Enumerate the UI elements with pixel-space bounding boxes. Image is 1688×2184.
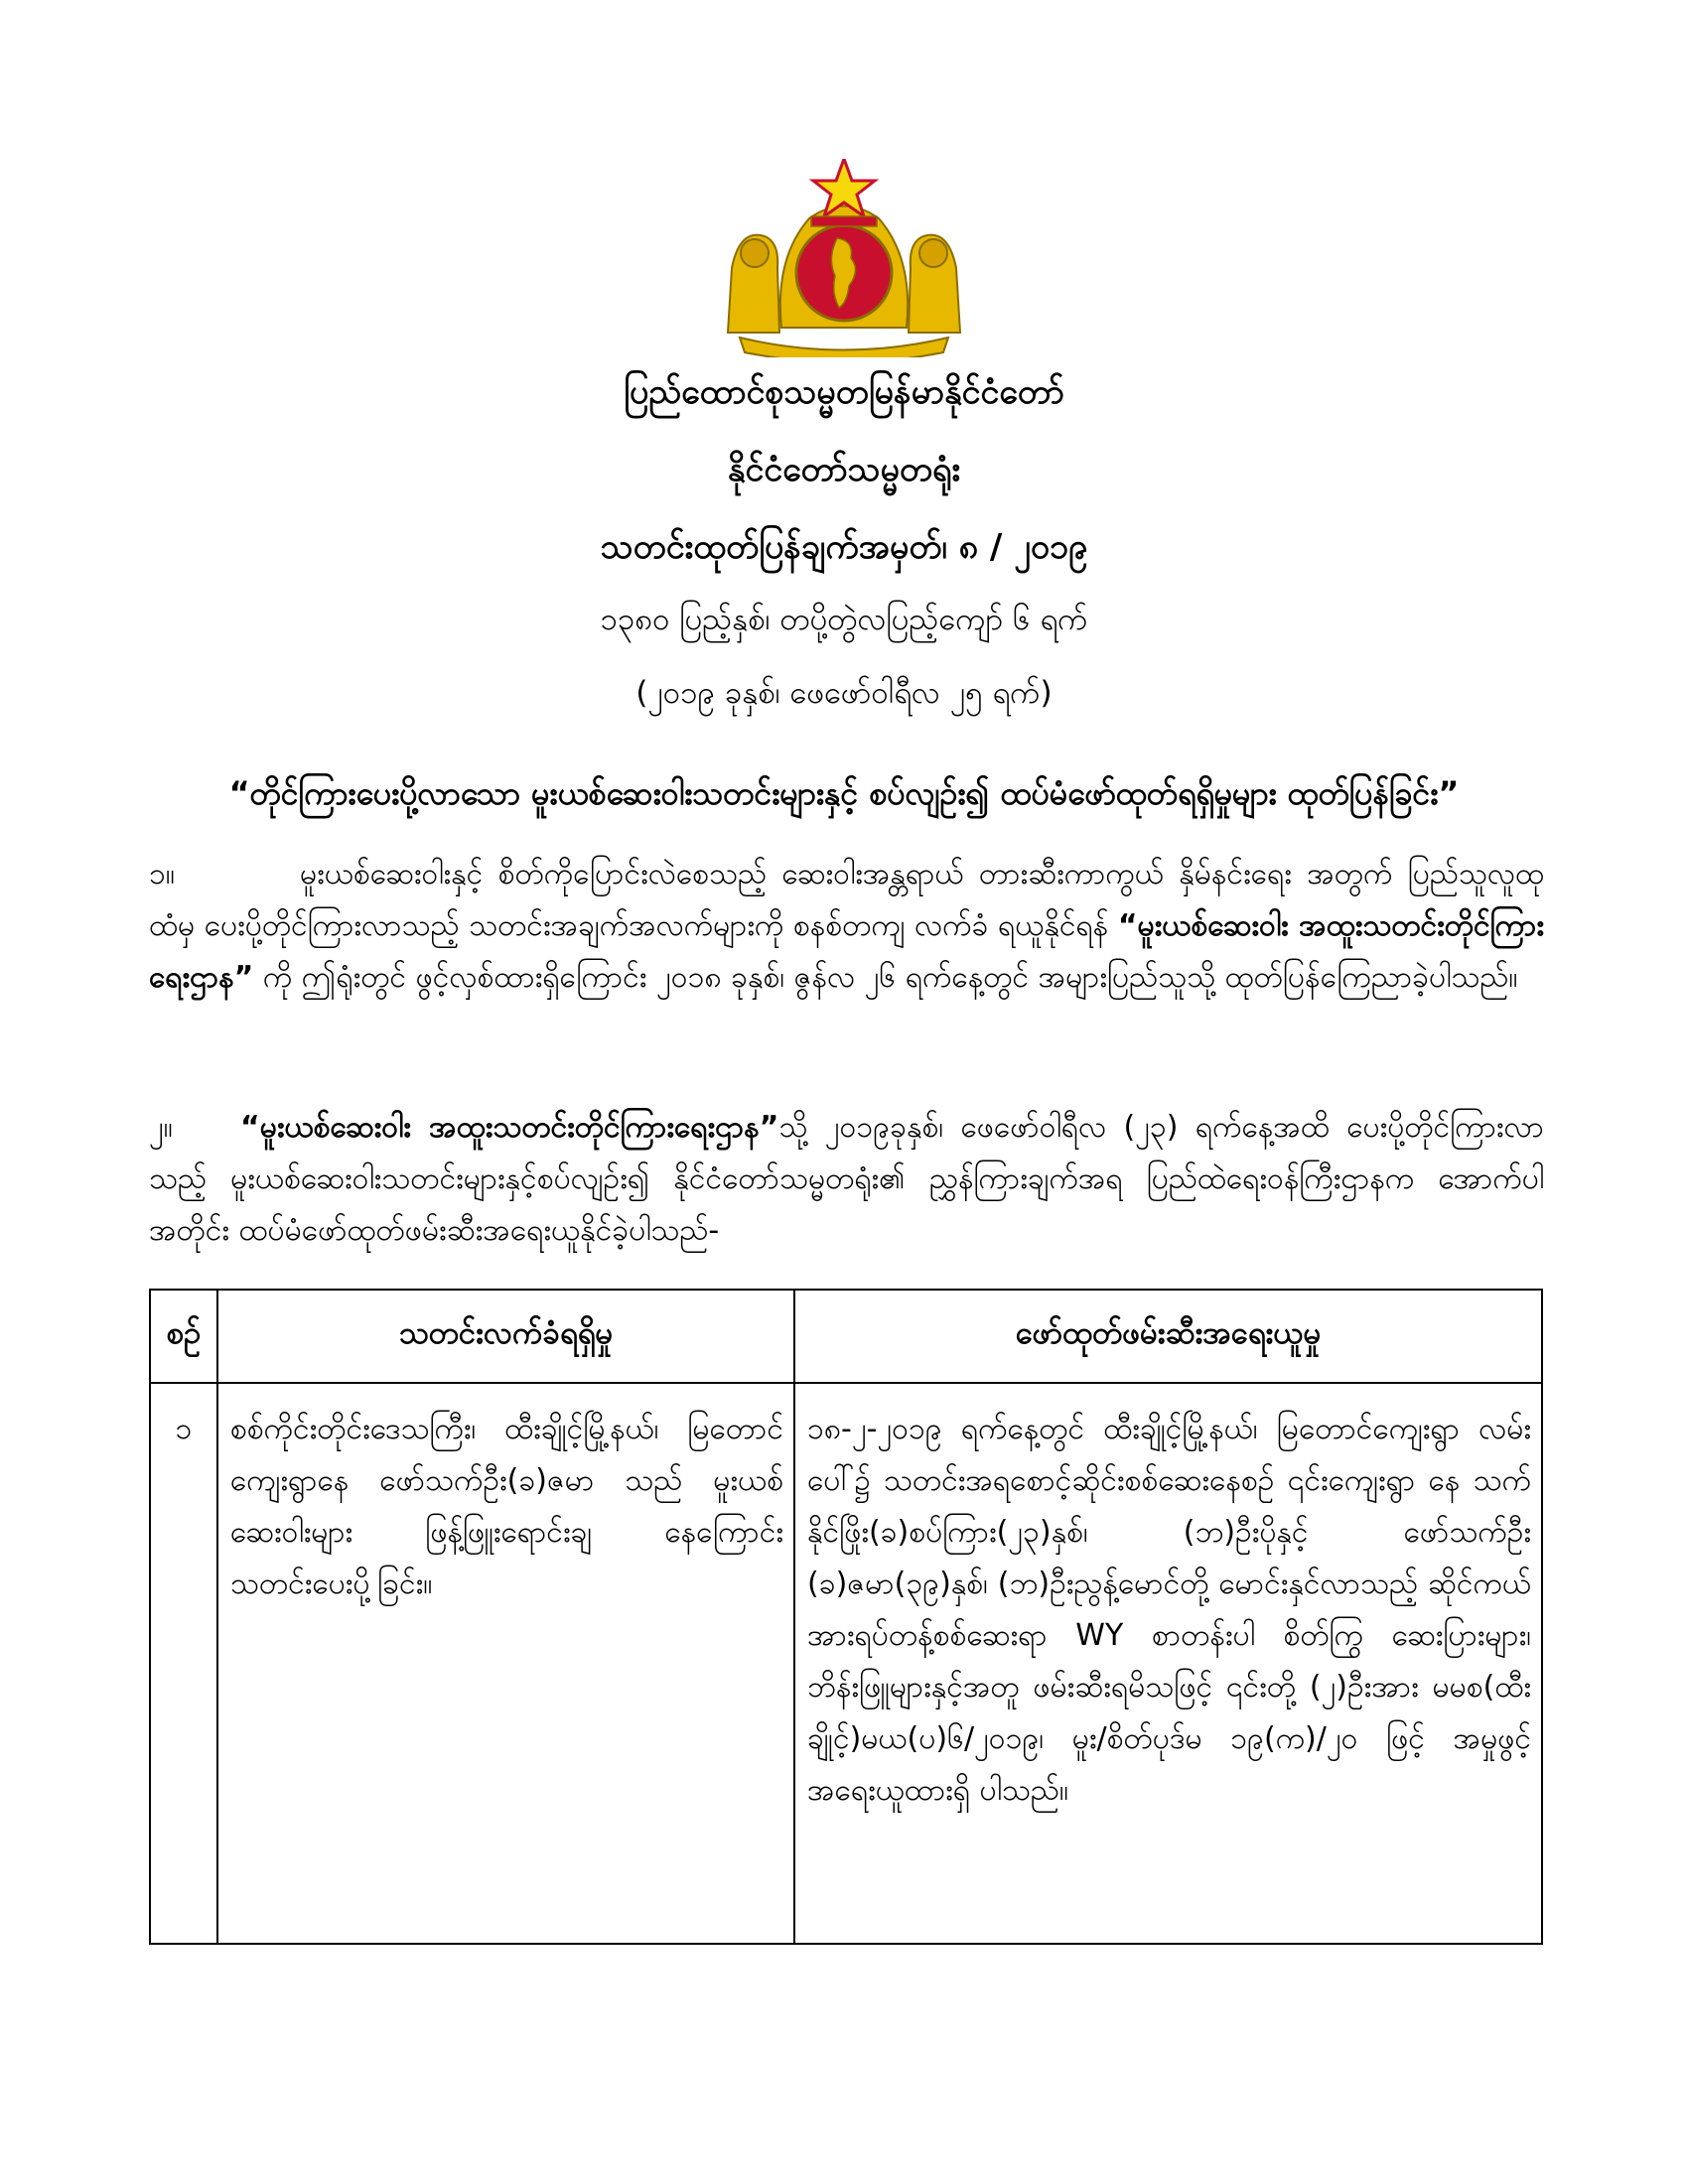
header-received: သတင်းလက်ခံရရှိမှု	[217, 1290, 794, 1383]
date-gregorian: (၂၀၁၉ ခုနှစ်၊ ဖေဖော်ဝါရီလ ၂၅ ရက်)	[635, 675, 1053, 711]
paragraph-2	[149, 1102, 1544, 1257]
paragraph-1-text-b: ကို ဤရုံးတွင် ဖွင့်လှစ်ထားရှိကြောင်း ၂၀၁၈ ခုနှစ်၊ ဇွန်လ ၂၆ ရက်နေ့တွင် အများပြည်သူသို့ ထုတ်ပြန်ကြေညာခဲ့ပါသည်။	[262, 960, 1518, 995]
date-myanmar: ၁၃၈၀ ပြည့်နှစ်၊ တပို့တွဲလပြည့်ကျော် ၆ ရက်	[600, 602, 1088, 637]
header-action: ဖော်ထုတ်ဖမ်းဆီးအရေးယူမှု	[794, 1290, 1542, 1383]
table-row	[150, 1383, 1542, 1944]
office-name: နိုင်ငံတော်သမ္မတရုံး	[727, 450, 961, 489]
paragraph-1-text-a: မူးယစ်ဆေးဝါးနှင့် စိတ်ကိုပြောင်းလဲစေသည့် ဆေးဝါးအန္တရာယ် တားဆီးကာကွယ် နှိမ်နင်းရေး အတွက် ပြည်သူလူထုထံမှ ပေးပို့တိုင်ကြားလာသည့် သတင်းအချက်အလက်များကို စနစ်တကျ လက်ခံ ရယူနိုင်ရန်	[149, 857, 1544, 943]
paragraph-1-number: ၁။	[149, 857, 175, 891]
results-table	[149, 1289, 1543, 1945]
release-number: သတင်းထုတ်ပြန်ချက်အမှတ်၊ ၈ / ၂၀၁၉	[600, 527, 1088, 567]
paragraph-2-number: ၂။	[149, 1110, 173, 1145]
state-seal-emblem-icon	[720, 159, 968, 357]
paragraph-1-bold: “မူးယစ်ဆေးဝါး အထူးသတင်းတိုင်ကြားရေးဌာန”	[149, 908, 1544, 995]
paragraph-2-bold: “မူးယစ်ဆေးဝါး အထူးသတင်းတိုင်ကြားရေးဌာန”	[240, 1110, 779, 1145]
table-header-row	[150, 1290, 1542, 1383]
paragraph-2-text: သို့ ၂၀၁၉ခုနှစ်၊ ဖေဖော်ဝါရီလ (၂၃) ရက်နေ့အထိ ပေးပို့တိုင်ကြားလာသည့် မူးယစ်ဆေးဝါးသတင်းများနှင့်စပ်လျဉ်း၍ နိုင်ငံတော်သမ္မတရုံး၏ ညွှန်ကြားချက်အရ ပြည်ထဲရေးဝန်ကြီးဌာနက အောက်ပါအတိုင်း ထပ်မံဖော်ထုတ်ဖမ်းဆီးအရေးယူနိုင်ခဲ့ပါသည်-	[149, 1110, 1544, 1248]
subject-heading: “တိုင်ကြားပေးပို့လာသော မူးယစ်ဆေးဝါးသတင်းများနှင့် စပ်လျဉ်း၍ ထပ်မံဖော်ထုတ်ရရှိမှုများ ထုတ်ပြန်ခြင်း”	[228, 774, 1460, 812]
row-action: ၁၈-၂-၂၀၁၉ ရက်နေ့တွင် ထီးချိုင့်မြို့နယ်၊ မြတောင်ကျေးရွာ လမ်းပေါ်၌ သတင်းအရစောင့်ဆိုင်းစစ်ဆေးနေစဉ် ၎င်းကျေးရွာ နေ သက်နိုင်ဖြိုး(ခ)စပ်ကြား(၂၃)နှစ်၊ (ဘ)ဦးပိုနှင့် ဖော်သက်ဦး (ခ)ဇမာ(၃၉)နှစ်၊ (ဘ)ဦးညွန့်မောင်တို့ မောင်းနှင်လာသည့် ဆိုင်ကယ်အားရပ်တန့်စစ်ဆေးရာ WY စာတန်းပါ စိတ်ကြွ ဆေးပြားများ၊ ဘိန်းဖြူများနှင့်အတူ ဖမ်းဆီးရမိသဖြင့် ၎င်းတို့ (၂)ဦးအား မမစ(ထီးချိုင့်)မယ(ပ)၆/၂၀၁၉၊ မူး/စိတ်ပုဒ်မ ၁၉(က)/၂၀ ဖြင့် အမှုဖွင့်အရေးယူထားရှိ ပါသည်။	[794, 1383, 1542, 1944]
row-received: စစ်ကိုင်းတိုင်းဒေသကြီး၊ ထီးချိုင့်မြို့နယ်၊ မြတောင်ကျေးရွာနေ ဖော်သက်ဦး(ခ)ဇမာ သည် မူးယစ်ဆေးဝါးများ ဖြန့်ဖြူးရောင်းချ နေကြောင်း သတင်းပေးပို့ခြင်း။	[217, 1383, 794, 1944]
header-serial: စဉ်	[150, 1290, 217, 1383]
paragraph-1	[149, 849, 1544, 1004]
country-name: ပြည်ထောင်စုသမ္မတမြန်မာနိုင်ငံတော်	[624, 372, 1064, 412]
row-serial: ၁	[150, 1383, 217, 1944]
